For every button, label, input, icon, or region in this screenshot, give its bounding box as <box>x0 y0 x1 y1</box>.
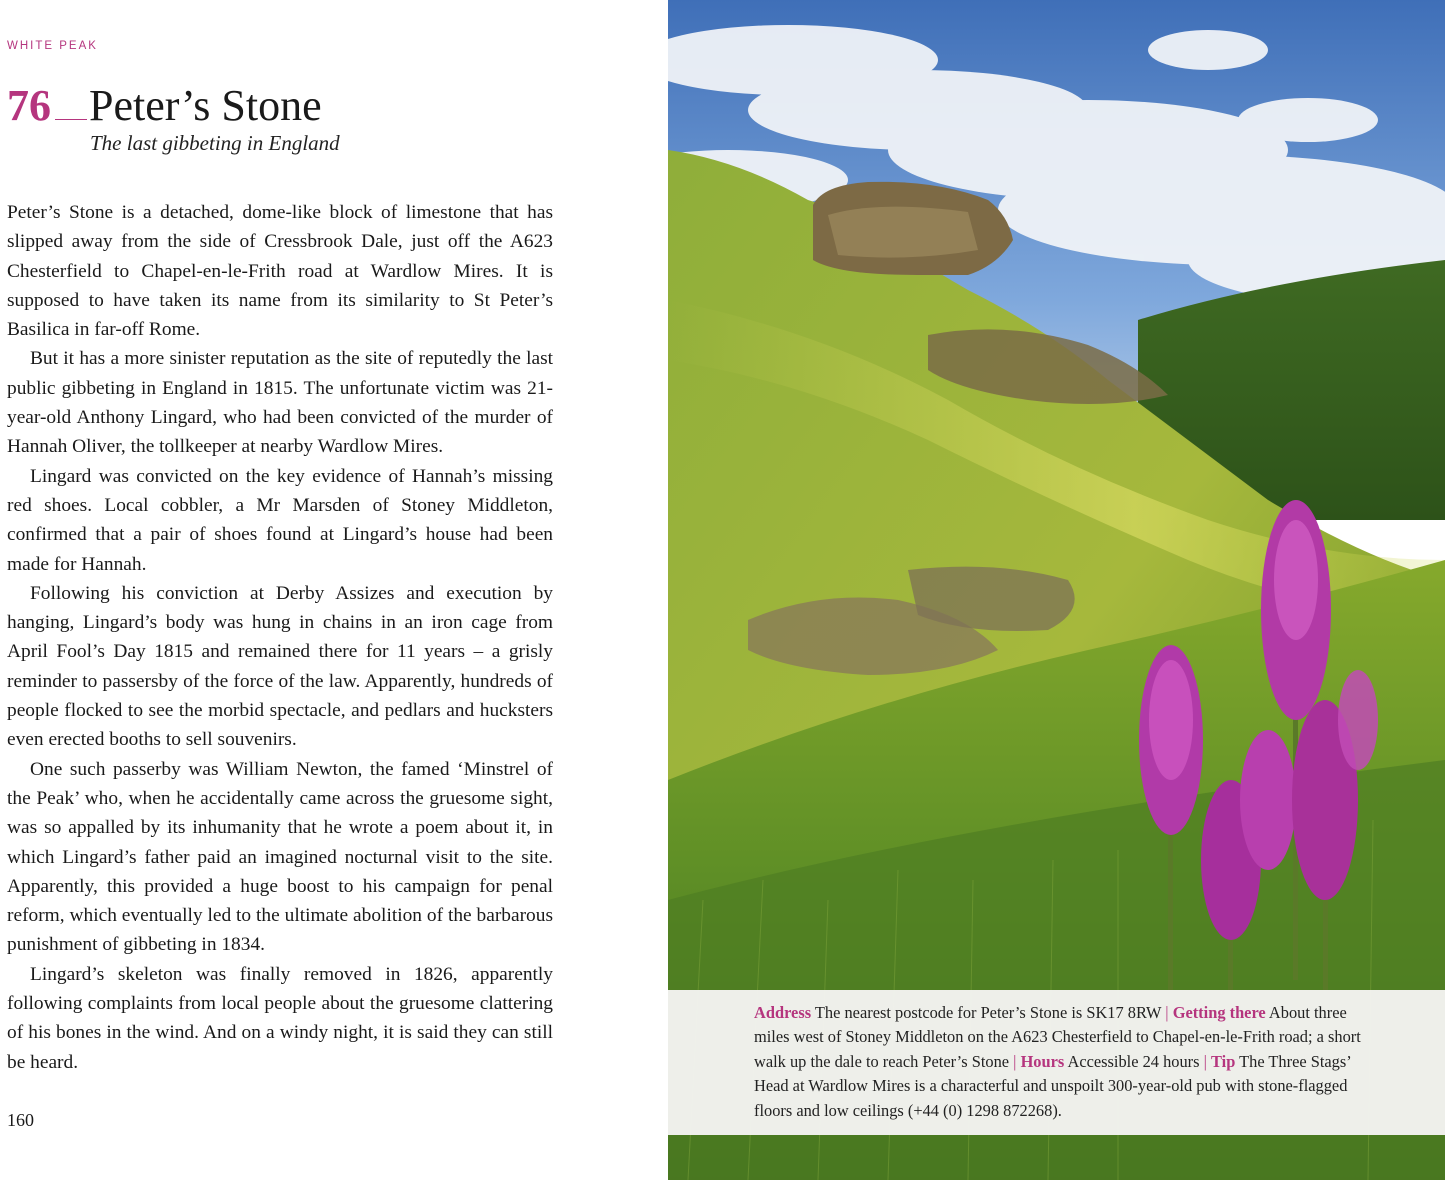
separator: | <box>1203 1051 1207 1071</box>
paragraph: Lingard’s skeleton was finally removed in 1826, apparently following complaints from local people about the gruesome clattering of his bones in the wind. And on a windy night, it is said they can still be heard. <box>7 963 553 1073</box>
title-rule <box>55 119 87 120</box>
separator: | <box>1013 1051 1017 1071</box>
paragraph: Peter’s Stone is a detached, dome-like block of limestone that has slipped away from the side of Cressbrook Dale, just off the A623 Chesterfield to Chapel-en-le-Frith road at Wardlow Mires. It is supposed to have taken its name from its similarity to St Peter’s Basilica in far-off Rome. <box>7 202 553 341</box>
info-box <box>668 990 1445 1135</box>
tip-label: Tip <box>1211 1051 1236 1071</box>
address-text: The nearest postcode for Peter’s Stone is SK17 8RW <box>814 1003 1162 1022</box>
info-text <box>754 1001 1379 1123</box>
address-label: Address <box>754 1003 812 1022</box>
entry-number: 76 <box>7 81 51 130</box>
separator: | <box>1165 1003 1169 1022</box>
paragraph: One such passerby was William Newton, the famed ‘Minstrel of the Peak’ who, when he accidentally came across the gruesome sight, was so appalled by its inhumanity that he wrote a poem about it, in which Lingard’s father paid an imagined nocturnal visit to the site. Apparently, this provided a huge boost to his campaign for penal reform, which eventually led to the ultimate abolition of the barbarous punishment of gibbeting in 1834. <box>7 758 553 956</box>
getting-there-label: Getting there <box>1172 1003 1266 1022</box>
left-page <box>0 0 668 1180</box>
paragraph: Following his conviction at Derby Assizes and execution by hanging, Lingard’s body was hung in chains in an iron cage from April Fool’s Day 1815 and remained there for 11 years – a grisly reminder to passersby of the force of the law. Apparently, hundreds of people flocked to see the morbid spectacle, and pedlars and hucksters even erected booths to sell souvenirs. <box>7 582 553 751</box>
page-number: 160 <box>7 1110 34 1130</box>
paragraph: Lingard was convicted on the key evidence of Hannah’s missing red shoes. Local cobbler, a Mr Marsden of Stoney Middleton, confirmed that a pair of shoes found at Lingard’s house had been made for Hannah. <box>7 465 553 575</box>
body-text <box>7 198 553 1077</box>
tip-text: The Three Stags’ Head at Wardlow Mires is a characterful and unspoilt 300-year-old pub with stone-flagged floors and low ceilings (+44 (0) 1298 872268). <box>754 1051 1351 1120</box>
hours-text: Accessible 24 hours <box>1067 1051 1200 1071</box>
section-header: WHITE PEAK <box>7 40 98 52</box>
paragraph: But it has a more sinister reputation as the site of reputedly the last public gibbeting in England in 1815. The unfortunate victim was 21-year-old Anthony Lingard, who had been convicted of the murder of Hannah Oliver, the tollkeeper at nearby Wardlow Mires. <box>7 348 553 458</box>
getting-there-text: About three miles west of Stoney Middleton on the A623 Chesterfield to Chapel-en-le-Frith road; a short walk up the dale to reach Peter’s Stone <box>754 1003 1361 1071</box>
entry-subtitle: The last gibbeting in England <box>90 131 340 155</box>
hours-label: Hours <box>1020 1051 1065 1071</box>
entry-title: Peter’s Stone <box>89 81 322 130</box>
